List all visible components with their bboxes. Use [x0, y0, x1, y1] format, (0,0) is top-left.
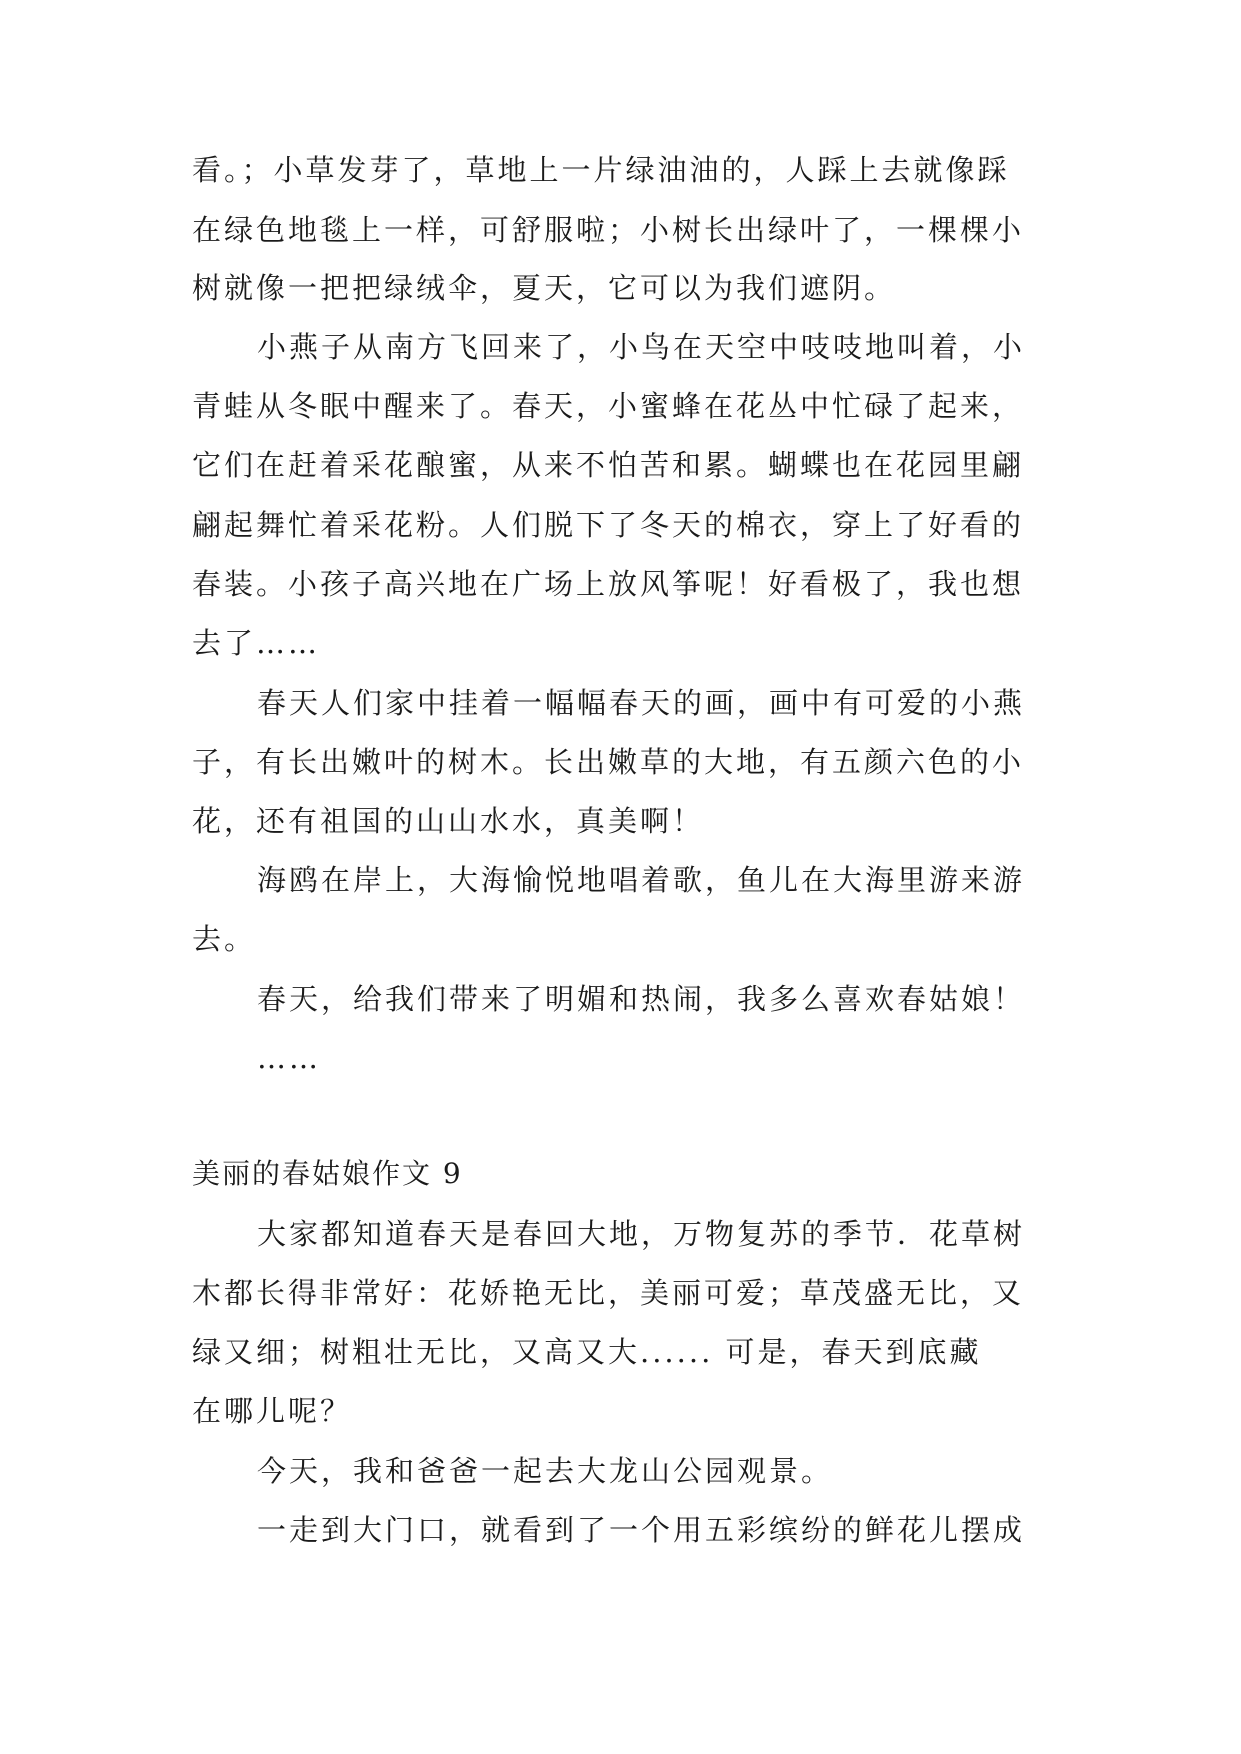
- text-line: 树就像一把把绿绒伞，夏天，它可以为我们遮阴。: [192, 271, 897, 305]
- text-line: 翩起舞忙着采花粉。人们脱下了冬天的棉衣，穿上了好看的: [192, 508, 1025, 542]
- text-line: 春装。小孩子高兴地在广场上放风筝呢！好看极了，我也想: [192, 567, 1025, 601]
- text-line: 花，还有祖国的山山水水，真美啊！: [192, 804, 705, 838]
- text-line: 看。；小草发芽了，草地上一片绿油油的，人踩上去就像踩: [192, 153, 1010, 187]
- text-line: 春天，给我们带来了明媚和热闹，我多么喜欢春姑娘！: [257, 982, 1026, 1016]
- text-line: 大家都知道春天是春回大地，万物复苏的季节．花草树: [257, 1217, 1026, 1251]
- text-line: 木都长得非常好：花娇艳无比，美丽可爱；草茂盛无比，又: [192, 1276, 1025, 1310]
- text-line: 春天人们家中挂着一幅幅春天的画，画中有可爱的小燕: [257, 686, 1026, 720]
- text-line: 海鸥在岸上，大海愉悦地唱着歌，鱼儿在大海里游来游: [257, 863, 1026, 897]
- text-line: 绿又细；树粗壮无比，又高又大...... 可是，春天到底藏: [192, 1335, 982, 1369]
- text-line: 子，有长出嫩叶的树木。长出嫩草的大地，有五颜六色的小: [192, 745, 1025, 779]
- section-title: 美丽的春姑娘作文 9: [192, 1157, 463, 1190]
- text-line: 小燕子从南方飞回来了，小鸟在天空中吱吱地叫着，小: [257, 330, 1026, 364]
- text-line: 青蛙从冬眠中醒来了。春天，小蜜蜂在花丛中忙碌了起来，: [192, 389, 1025, 423]
- text-line: 它们在赶着采花酿蜜，从来不怕苦和累。蝴蝶也在花园里翩: [192, 448, 1025, 482]
- text-line: 今天，我和爸爸一起去大龙山公园观景。: [257, 1454, 834, 1488]
- text-line: 在哪儿呢？: [192, 1394, 353, 1428]
- text-line: 在绿色地毯上一样，可舒服啦；小树长出绿叶了，一棵棵小: [192, 213, 1025, 247]
- text-line: ……: [257, 1041, 321, 1075]
- text-line: 去了……: [192, 626, 321, 660]
- text-line: 去。: [192, 922, 257, 956]
- text-line: 一走到大门口，就看到了一个用五彩缤纷的鲜花儿摆成: [257, 1513, 1026, 1547]
